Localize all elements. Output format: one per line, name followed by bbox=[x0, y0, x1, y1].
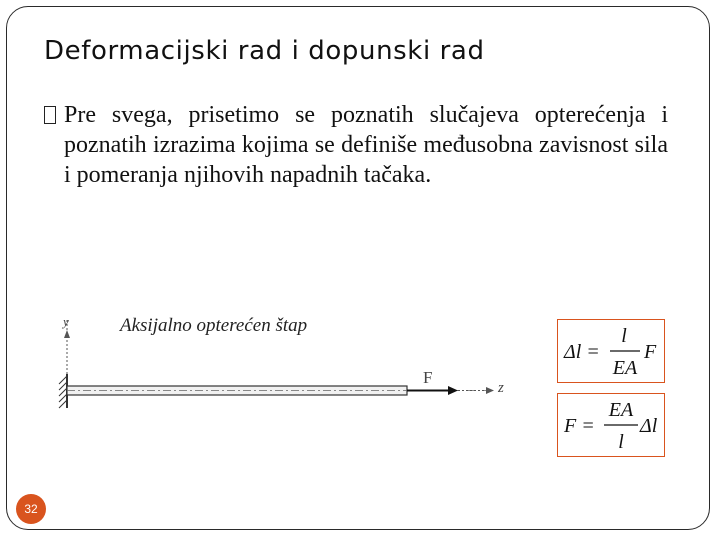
figure-caption: Aksijalno opterećen štap bbox=[120, 315, 308, 336]
axial-bar-figure bbox=[50, 308, 520, 418]
formula-numerator: EA bbox=[608, 399, 634, 421]
formula-force bbox=[557, 393, 665, 457]
force-arrow-icon bbox=[448, 386, 458, 395]
slide-title: Deformacijski rad i dopunski rad bbox=[44, 36, 485, 66]
formula-denominator: l bbox=[618, 431, 624, 453]
bullet-text: Pre svega, prisetimo se poznatih slučajeva opterećenja i poznatih izrazima kojima se definiše međusobna zavisnost sila i pomeranja njihovih napadnih tačaka. bbox=[64, 102, 668, 188]
formula-denominator: EA bbox=[612, 357, 638, 379]
y-axis-label: y bbox=[63, 314, 69, 329]
formula-rhs: F bbox=[644, 341, 657, 363]
force-label: F bbox=[423, 368, 433, 387]
wall-hatching bbox=[59, 376, 67, 408]
z-axis-label: z bbox=[498, 380, 504, 396]
bullet-box-icon bbox=[44, 106, 56, 124]
formula-lhs: F = bbox=[564, 415, 595, 437]
bullet-paragraph bbox=[64, 100, 668, 190]
formula-rhs: Δl bbox=[640, 415, 658, 437]
formula-elongation bbox=[557, 319, 665, 383]
y-axis-arrow-icon bbox=[64, 330, 70, 338]
z-axis-arrow-icon bbox=[486, 387, 494, 394]
formula-lhs: Δl = bbox=[564, 341, 600, 363]
formula-numerator: l bbox=[621, 325, 627, 347]
page-number-badge: 32 bbox=[16, 494, 46, 524]
